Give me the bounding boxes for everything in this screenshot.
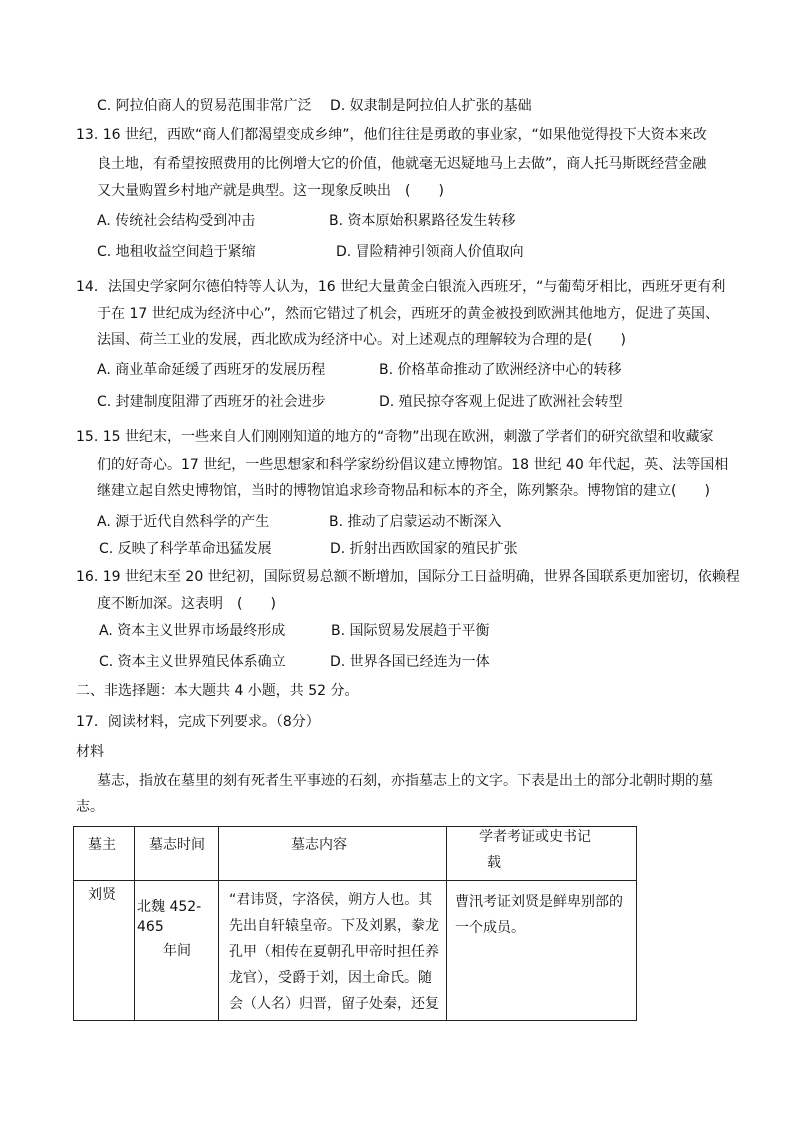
q17-title: 17．阅读材料，完成下列要求。（8分） [76,714,320,730]
material-intro-line-1: 墓志，指放在墓里的刻有死者生平事迹的石刻，亦指墓志上的文字。下表是出土的部分北朝时期的墓 [97,773,713,789]
time-cell [135,881,219,1021]
q16-option-d: D. 世界各国已经连为一体 [330,654,490,670]
q15-option-c: C. 反映了科学革命迅猛发展 [99,541,272,557]
material-label: 材料 [76,744,104,760]
section-two-heading: 二、非选择题：本大题共 4 小题，共 52 分。 [76,683,359,699]
epitaph-table [73,826,637,1021]
tomb-content-line-3: 孔甲（相传在夏朝孔甲帝时担任养 [229,944,439,960]
owner-cell [74,881,135,1021]
header-research-line-1: 学者考证或史书记 [479,829,591,845]
q16-option-a: A. 资本主义世界市场最终形成 [99,623,286,639]
q15-stem-line-2: 们的好奇心。17 世纪，一些思想家和科学家纷纷倡议建立博物馆。18 世纪 40 年代起，英、法等国相 [97,457,729,473]
research-line-1: 曹汛考证刘贤是鲜卑别部的 [455,894,623,910]
q13-stem-line-3: 又大量购置乡村地产就是典型。这一现象反映出 ( ) [97,183,444,199]
tomb-time-line-2: 年间 [163,943,191,959]
material-intro-line-2: 志。 [76,799,104,815]
q16-stem-line-2: 度不断加深。这表明 ( ) [97,596,276,612]
tomb-owner: 刘贤 [88,887,116,903]
q14-option-b: B. 价格革命推动了欧洲经济中心的转移 [379,362,622,378]
tomb-content-line-1: “君讳贤，字洛侯，朔方人也。其 [229,892,433,908]
header-time-cell [135,827,219,881]
tomb-time-line-1: 北魏 452-465 [137,899,202,935]
q12-option-d: D. 奴隶制是阿拉伯人扩张的基础 [330,98,532,114]
research-line-2: 一个成员。 [455,920,525,936]
header-research-line-2: 载 [487,855,501,871]
q14-option-c: C. 封建制度阻滞了西班牙的社会进步 [97,394,326,410]
header-owner-cell [74,827,135,881]
q15-stem-line-3: 继建立起自然史博物馆，当时的博物馆追求珍奇物品和标本的齐全，陈列繁杂。博物馆的建立( ) [97,483,710,499]
q16-stem-line-1: 16. 19 世纪末至 20 世纪初，国际贸易总额不断增加，国际分工日益明确，世界各国联系更加密切，依赖程 [76,569,740,585]
q13-option-c: C. 地租收益空间趋于紧缩 [97,244,256,260]
q13-stem-line-2: 良土地，有希望按照费用的比例增大它的价值，他就毫无迟疑地马上去做”，商人托马斯既经营金融 [97,156,707,172]
q15-option-a: A. 源于近代自然科学的产生 [97,514,270,530]
content-cell [219,881,447,1021]
table-header-row [74,827,637,881]
header-research-cell [447,827,637,881]
header-content-cell [219,827,447,881]
q14-option-d: D. 殖民掠夺客观上促进了欧洲社会转型 [379,394,623,410]
tomb-content-line-5: 会（人名）归晋，留子处秦，还复 [229,996,439,1012]
q14-stem-line-3: 法国、荷兰工业的发展，西北欧成为经济中心。对上述观点的理解较为合理的是( ) [97,332,626,348]
q13-option-d: D. 冒险精神引领商人价值取向 [336,244,524,260]
q13-option-a: A. 传统社会结构受到冲击 [97,213,256,229]
q13-option-b: B. 资本原始积累路径发生转移 [329,213,516,229]
header-content: 墓志内容 [291,837,347,853]
q15-stem-line-1: 15. 15 世纪末，一些来自人们刚刚知道的地方的“奇物”出现在欧洲，刺激了学者们的研究欲望和收藏家 [76,429,714,445]
tomb-content-line-4: 龙官），受爵于刘，因土命氏。随 [229,970,432,986]
research-cell [447,881,637,1021]
header-owner: 墓主 [88,837,116,853]
q13-stem-line-1: 13. 16 世纪，西欧“商人们都渴望变成乡绅”，他们往往是勇敢的事业家，“如果他觉得投下大资本来改 [76,127,707,143]
tomb-content-line-2: 先出自轩辕皇帝。下及刘累，豢龙 [229,918,439,934]
q12-option-c: C. 阿拉伯商人的贸易范围非常广泛 [97,98,312,114]
q14-option-a: A. 商业革命延缓了西班牙的发展历程 [97,362,326,378]
q14-stem-line-2: 于在 17 世纪成为经济中心”，然而它错过了机会，西班牙的黄金被投到欧洲其他地方，促进了英国、 [97,306,719,322]
table-row [74,881,637,1021]
q14-stem-line-1: 14．法国史学家阿尔德伯特等人认为，16 世纪大量黄金白银流入西班牙，“与葡萄牙相比，西班牙更有利 [76,279,726,295]
header-time: 墓志时间 [149,837,205,853]
q16-option-c: C. 资本主义世界殖民体系确立 [99,654,286,670]
q15-option-d: D. 折射出西欧国家的殖民扩张 [330,541,518,557]
q15-option-b: B. 推动了启蒙运动不断深入 [329,514,502,530]
q16-option-b: B. 国际贸易发展趋于平衡 [331,623,490,639]
